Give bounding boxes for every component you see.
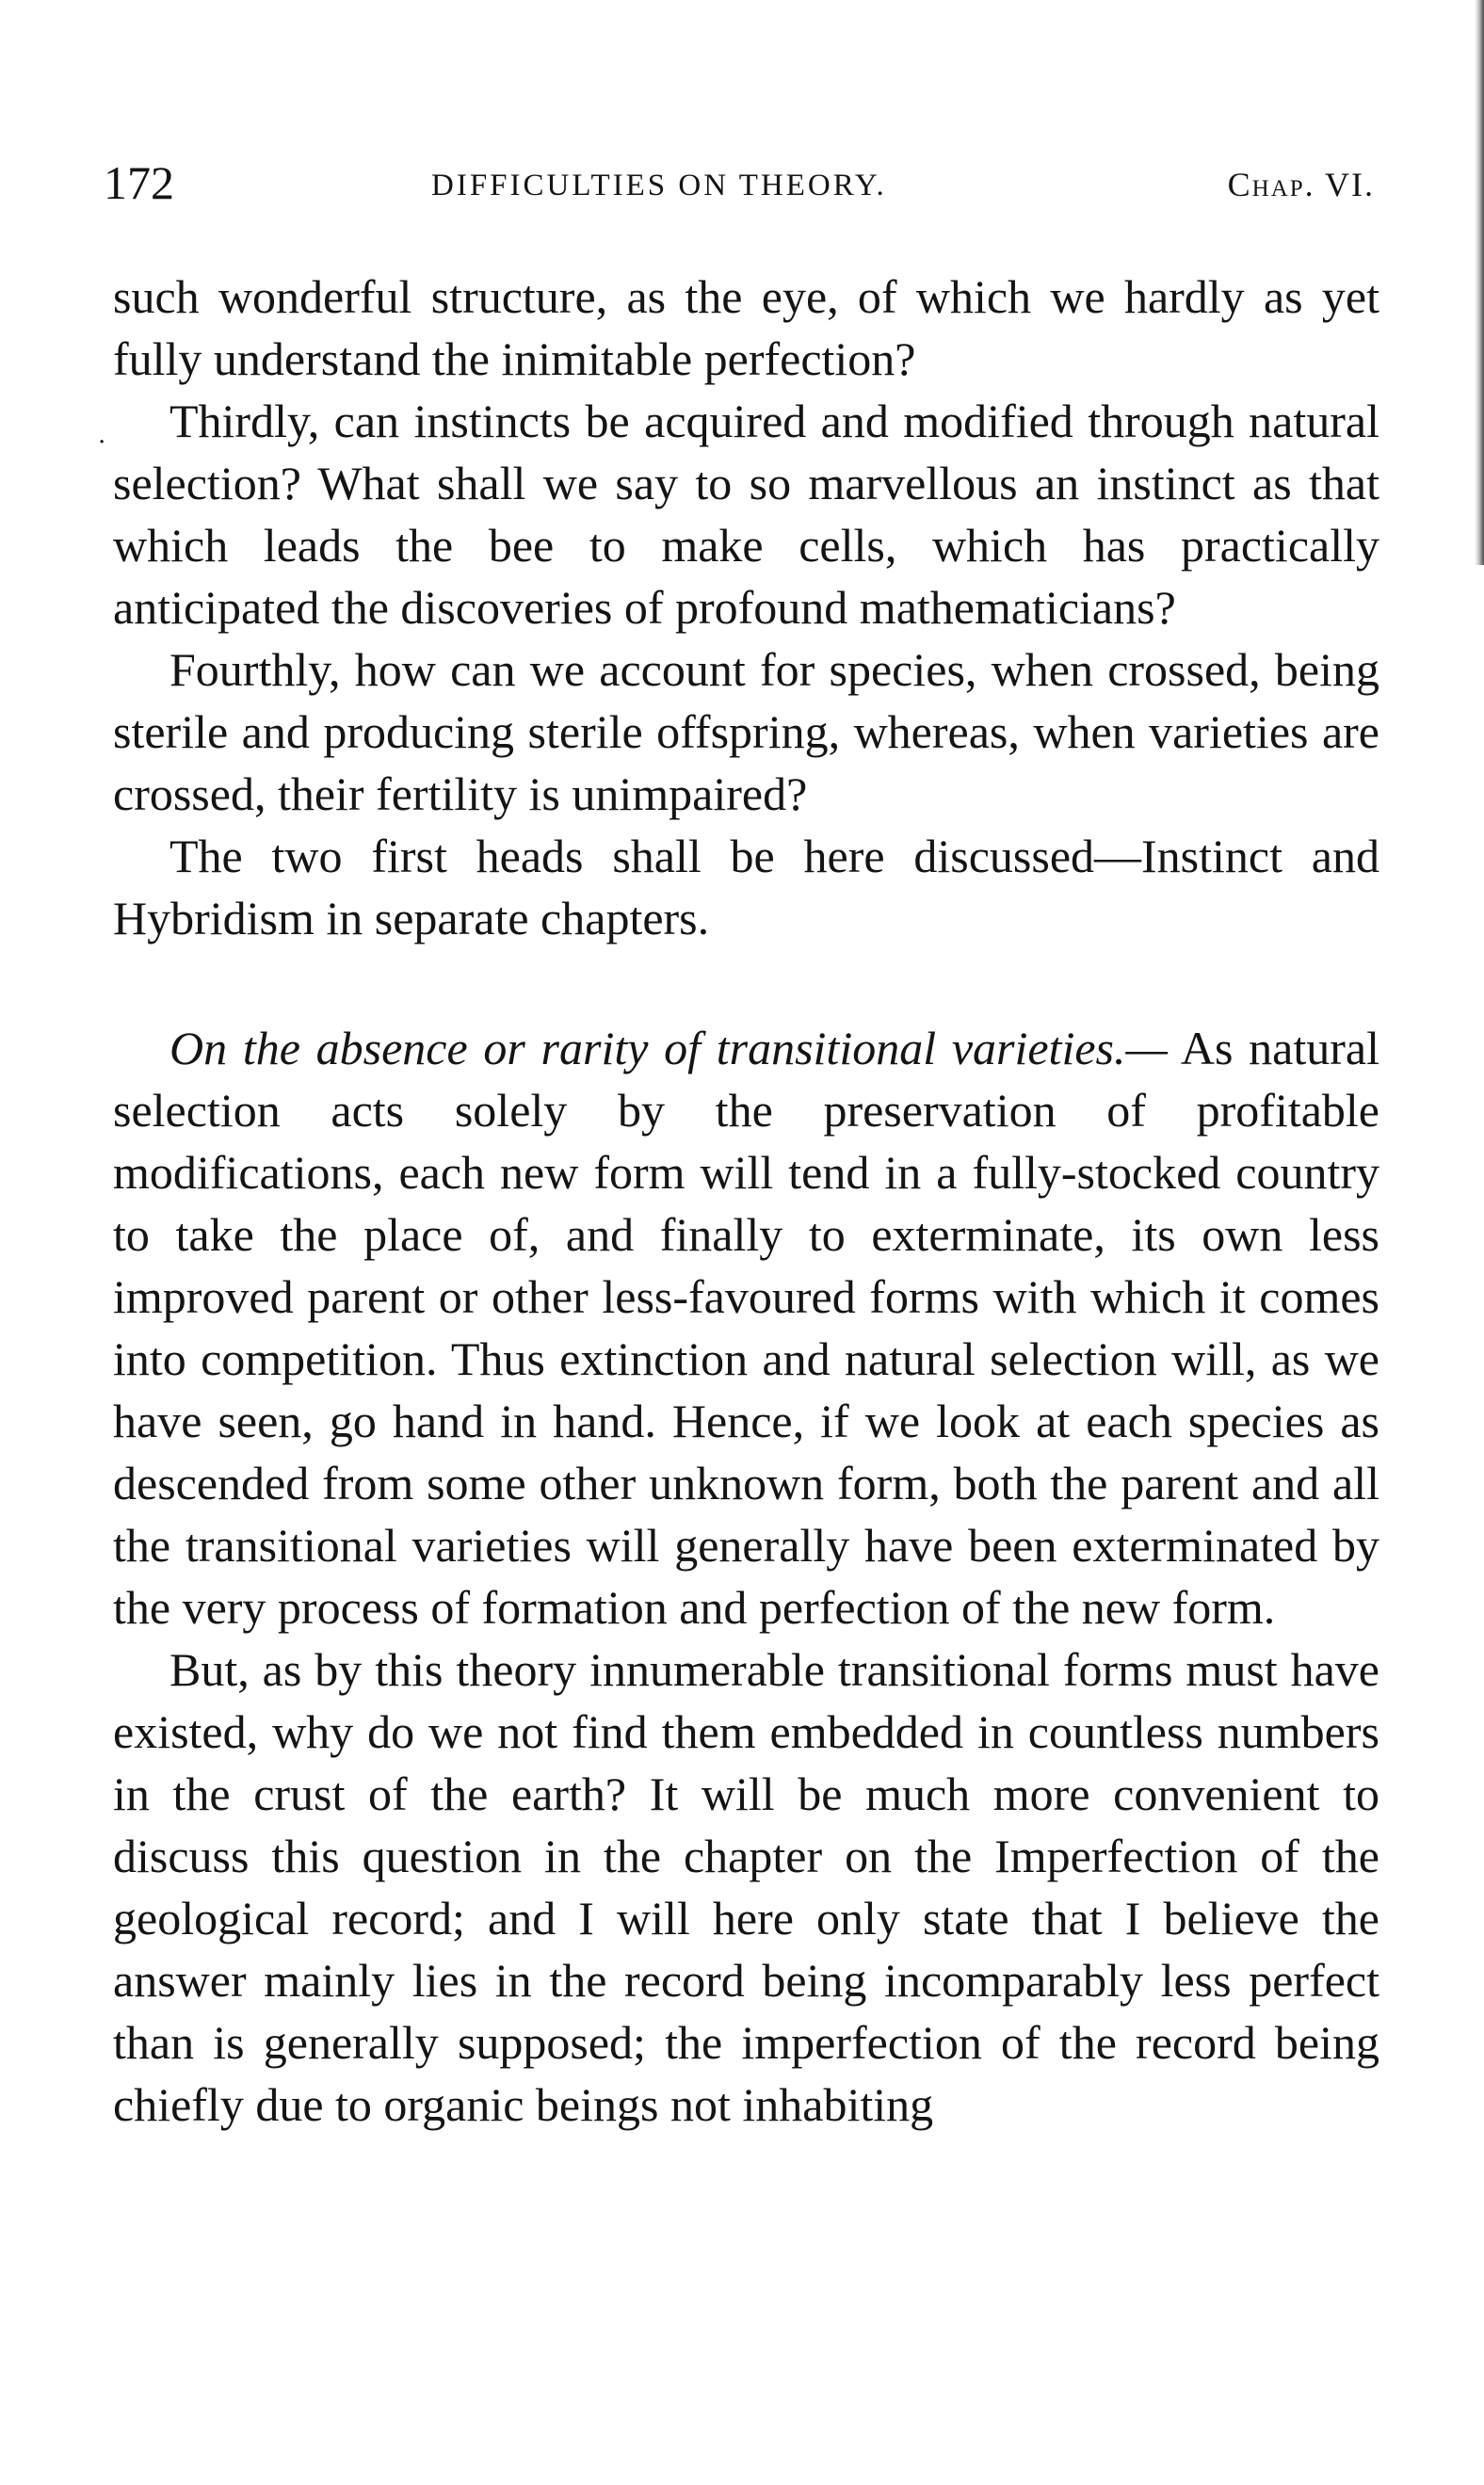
paragraph-fourthly: Fourthly, how can we account for species, when crossed, being sterile and producing sterile offspring, whereas, when varieties are crossed, their fertility is unimpaired? — [113, 643, 1379, 820]
running-title: DIFFICULTIES ON THEORY. — [431, 169, 887, 202]
section-paragraph-text: As natural selection acts solely by the preservation of profitable modifications, each new form will tend in a fully-stocked country to take the place of, and finally to exterminate, its own less improved parent or other less-favoured forms with which it comes into competition. Thus extinction and natural selection will, as we have seen, go hand in hand. Hence, if we look at each species as descended from some other unknown form, both the parent and all the transitional varieties will generally have been exterminated by the very process of formation and perfection of the new form. — [113, 1022, 1380, 1634]
chapter-reference: Chap. VI. — [1227, 166, 1375, 203]
page-number: 172 — [104, 156, 174, 209]
paragraph-innumerable-forms: But, as by this theory innumerable transitional forms must have existed, why do we not find them embedded in countless numbers in the crust of the earth? It will be much more convenient to discuss this question in the chapter on the Imperfection of the geological record; and I will here only state that I believe the answer mainly lies in the record being incomparably less perfect than is generally supposed; the imperfection of the record being chiefly due to organic beings not inhabiting — [113, 1643, 1379, 2131]
paragraph-two-first-heads: The two first heads shall be here discussed—Instinct and Hybridism in separate chapters. — [113, 830, 1379, 944]
section-opening-paragraph — [113, 1017, 1379, 1638]
stray-print-mark: . — [98, 421, 106, 449]
body-text — [113, 266, 1379, 2136]
paragraph-thirdly: Thirdly, can instincts be acquired and modified through natural selection? What shall we say to so marvellous an instinct as that which leads the bee to make cells, which has practically anticipated the discoveries of profound mathematicians? — [113, 395, 1379, 634]
paragraph-continuation: such wonderful structure, as the eye, of which we hardly as yet fully understand the inimitable perfection? — [113, 270, 1379, 385]
page-edge-shadow — [1475, 0, 1484, 565]
section-heading: On the absence or rarity of transitional varieties.— — [169, 1022, 1168, 1074]
running-head — [104, 155, 1375, 212]
